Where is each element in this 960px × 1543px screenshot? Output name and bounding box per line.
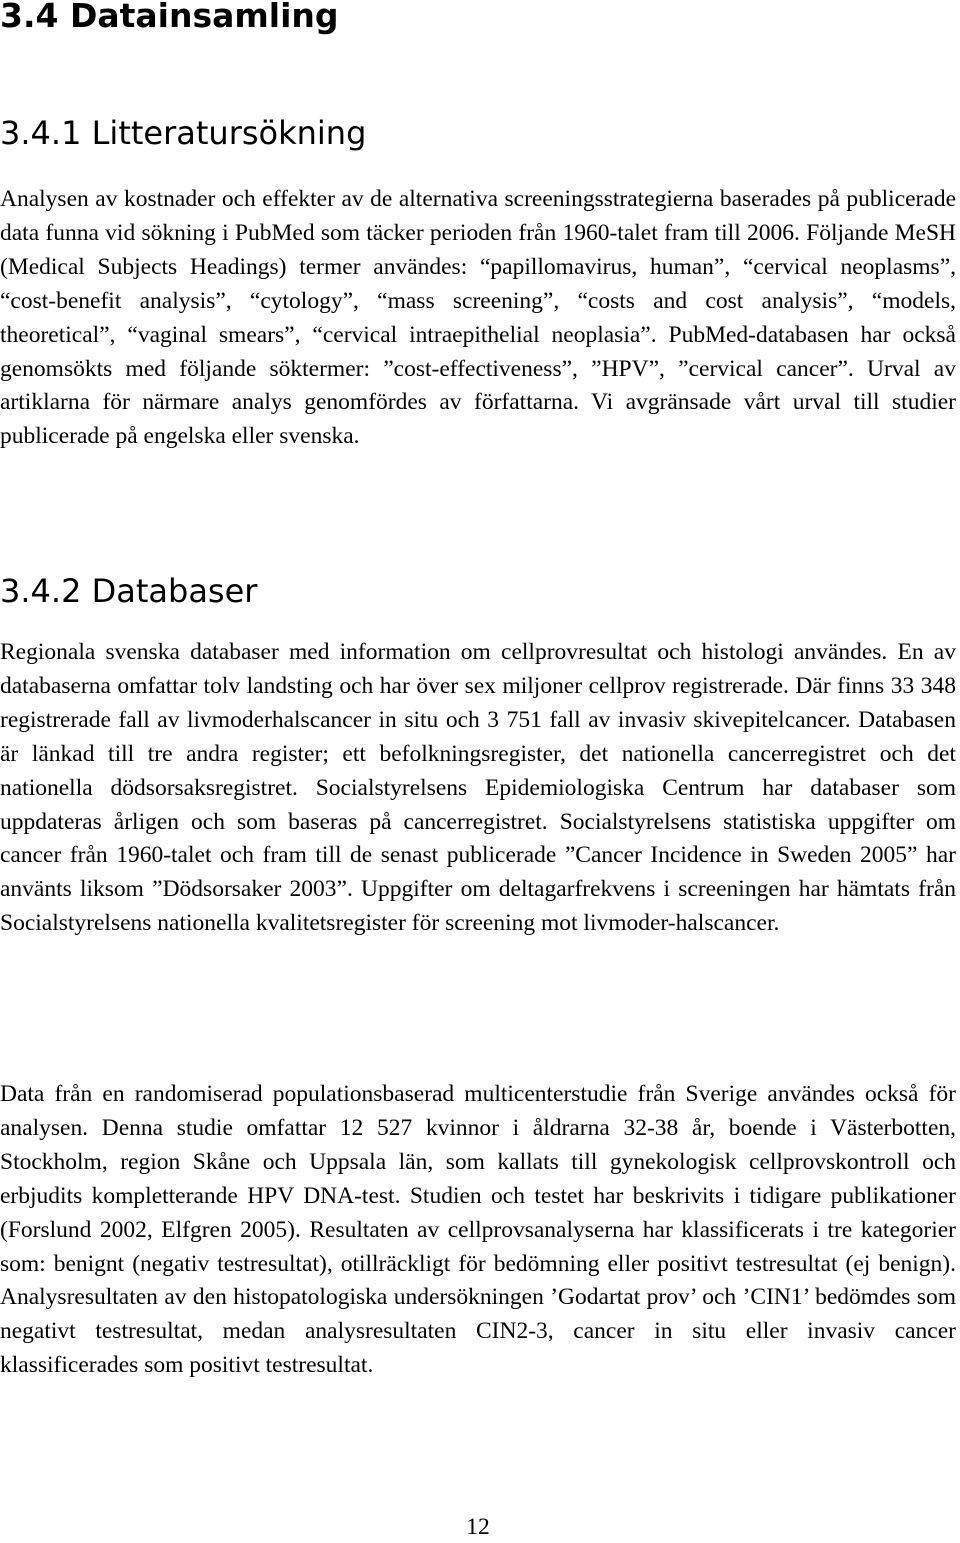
paragraph-databaser-2: Data från en randomiserad populationsbaserad multicenterstudie från Sverige användes också för analysen. Denna studie omfattar 12 527 kvinnor i åldrarna 32-38 år, boende i Västerbotten, Stockholm, region Skåne och Uppsala län, som kallats till gynekologisk cellprovskontroll och erbjudits kompletterande HPV DNA-test. Studien och testet har beskrivits i tidigare publikationer (Forslund 2002, Elfgren 2005). Resultaten av cellprovsanalyserna har klassificerats i tre kategorier som: benignt (negativ testresultat), otillräckligt för bedömning eller positivt testresultat (ej benign). Analysresultaten av den histopatologiska undersökningen ’Godartat prov’ och ’CIN1’ bedömdes som negativt testresultat, medan analysresultaten CIN2-3, cancer in situ eller invasiv cancer klassificerades som positivt testresultat.	[0, 1081, 956, 1379]
section-heading: 3.4 Datainsamling	[0, 0, 339, 35]
paragraph-litteratursokning: Analysen av kostnader och effekter av de alternativa screeningsstrategierna baserades på publicerade data funna vid sökning i PubMed som täcker perioden från 1960-talet fram till 2006. Följande MeSH (Medical Subjects Headings) termer användes: “papillomavirus, human”, “cervical neoplasms”, “cost-benefit analysis”, “cytology”, “mass screening”, “costs and cost analysis”, “models, theoretical”, “vaginal smears”, “cervical intraepithelial neoplasia”. PubMed-databasen har också genomsökts med följande söktermer: ”cost-effectiveness”, ”HPV”, ”cervical cancer”. Urval av artiklarna för närmare analys genomfördes av författarna. Vi avgränsade vårt urval till studier publicerade på engelska eller svenska.	[0, 186, 956, 450]
page-number: 12	[466, 1514, 490, 1540]
subsection-heading-litteratursokning: 3.4.1 Litteratursökning	[0, 114, 367, 152]
paragraph-databaser-1: Regionala svenska databaser med information om cellprovresultat och histologi användes. En av databaserna omfattar tolv landsting och har över sex miljoner cellprov registrerade. Där finns 33 348 registrerade fall av livmoderhalscancer in situ och 3 751 fall av invasiv skivepitelcancer. Databasen är länkad till tre andra register; ett befolkningsregister, det nationella cancerregistret och det nationella dödsorsaksregistret. Socialstyrelsens Epidemiologiska Centrum har databaser som uppdateras årligen och som baseras på cancerregistret. Socialstyrelsens statistiska uppgifter om cancer från 1960-talet och fram till de senast publicerade ”Cancer Incidence in Sweden 2005” har använts liksom ”Dödsorsaker 2003”. Uppgifter om deltagarfrekvens i screeningen har hämtats från Socialstyrelsens nationella kvalitetsregister för screening mot livmoder-halscancer.	[0, 639, 956, 937]
subsection-heading-databaser: 3.4.2 Databaser	[0, 572, 258, 610]
